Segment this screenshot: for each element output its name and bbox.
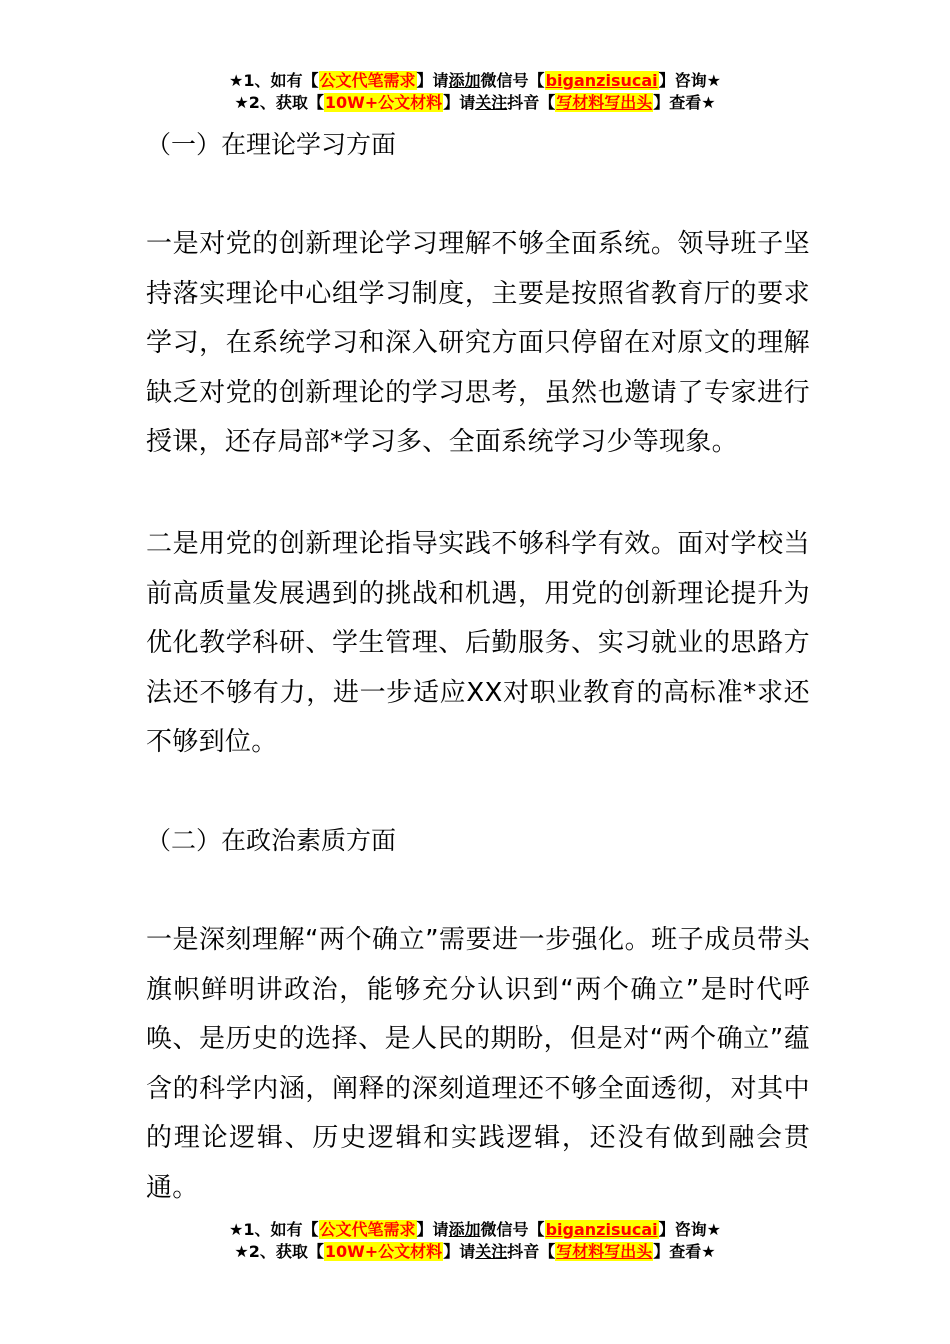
section-heading-politics: （二）在政治素质方面 bbox=[146, 826, 397, 855]
promo-douyin-id: 写材料写出头 bbox=[556, 93, 653, 112]
promo-text: ★2、获取【 bbox=[234, 93, 324, 112]
promo-emphasis: 添加 bbox=[448, 71, 481, 90]
promo-highlight: 公文代笔需求 bbox=[319, 71, 416, 90]
promo-text: 抖音【 bbox=[507, 1242, 556, 1261]
promo-emphasis: 关注 bbox=[475, 1242, 508, 1261]
top-promo-banner bbox=[0, 70, 950, 114]
promo-text: 】咨询★ bbox=[658, 71, 721, 90]
promo-line-1 bbox=[0, 1219, 950, 1241]
promo-text: 抖音【 bbox=[507, 93, 556, 112]
promo-line-1 bbox=[0, 70, 950, 92]
promo-text: ★2、获取【 bbox=[234, 1242, 324, 1261]
promo-text: 】查看★ bbox=[653, 1242, 716, 1261]
promo-line-2 bbox=[0, 1241, 950, 1263]
promo-text: 】请 bbox=[416, 71, 449, 90]
promo-wechat-id: biganzisucai bbox=[545, 1220, 658, 1239]
promo-text: 】咨询★ bbox=[658, 1220, 721, 1239]
promo-wechat-id: biganzisucai bbox=[545, 71, 658, 90]
promo-text: 微信号【 bbox=[480, 1220, 545, 1239]
paragraph-theory-1: 一是对党的创新理论学习理解不够全面系统。领导班子坚持落实理论中心组学习制度，主要是按照省教育厅的要求学习，在系统学习和深入研究方面只停留在对原文的理解缺乏对党的创新理论的学习思考，虽然也邀请了专家进行授课，还存局部*学习多、全面系统学习少等现象。 bbox=[146, 229, 810, 457]
promo-text: ★1、如有【 bbox=[229, 71, 319, 90]
promo-text: 】请 bbox=[416, 1220, 449, 1239]
promo-line-2 bbox=[0, 92, 950, 114]
bottom-promo-banner bbox=[0, 1219, 950, 1263]
section-heading-theory: （一）在理论学习方面 bbox=[146, 130, 397, 159]
promo-text: ★1、如有【 bbox=[229, 1220, 319, 1239]
paragraph-politics-1: 一是深刻理解“两个确立”需要进一步强化。班子成员带头旗帜鲜明讲政治，能够充分认识到“两个确立”是时代呼唤、是历史的选择、是人民的期盼，但是对“两个确立”蕴含的科学内涵，阐释的深刻道理还不够全面透彻，对其中的理论逻辑、历史逻辑和实践逻辑，还没有做到融会贯通。 bbox=[146, 925, 810, 1203]
promo-highlight: 公文代笔需求 bbox=[319, 1220, 416, 1239]
promo-text: 微信号【 bbox=[480, 71, 545, 90]
promo-emphasis: 添加 bbox=[448, 1220, 481, 1239]
promo-emphasis: 关注 bbox=[475, 93, 508, 112]
promo-highlight: 10W+公文材料 bbox=[324, 93, 443, 112]
promo-douyin-id: 写材料写出头 bbox=[556, 1242, 653, 1261]
promo-text: 】请 bbox=[443, 1242, 476, 1261]
promo-text: 】请 bbox=[443, 93, 476, 112]
paragraph-theory-2: 二是用党的创新理论指导实践不够科学有效。面对学校当前高质量发展遇到的挑战和机遇，用党的创新理论提升为优化教学科研、学生管理、后勤服务、实习就业的思路方法还不够有力，进一步适应XX对职业教育的高标准*求还不够到位。 bbox=[146, 529, 810, 757]
promo-highlight: 10W+公文材料 bbox=[324, 1242, 443, 1261]
promo-text: 】查看★ bbox=[653, 93, 716, 112]
